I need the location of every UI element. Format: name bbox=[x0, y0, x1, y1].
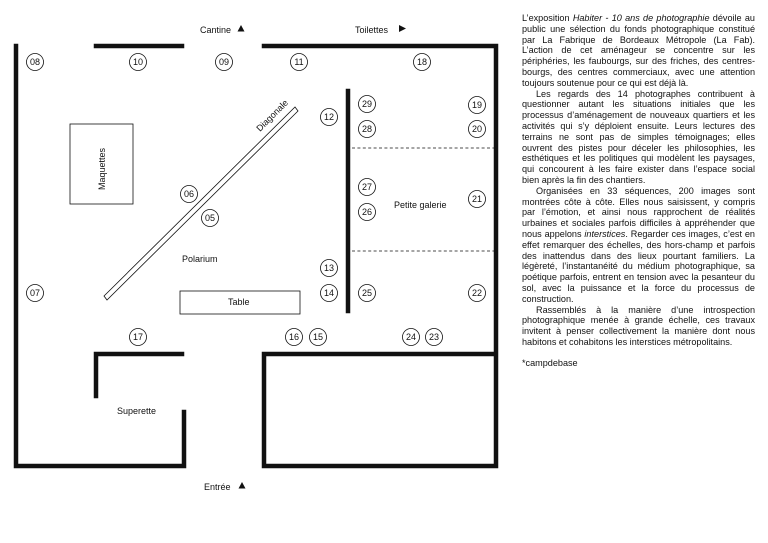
marker-07 bbox=[27, 285, 44, 302]
marker-08 bbox=[27, 54, 44, 71]
marker-21 bbox=[469, 191, 486, 208]
marker-number: 14 bbox=[323, 288, 335, 299]
marker-05 bbox=[202, 210, 219, 227]
marker-number: 23 bbox=[428, 332, 440, 343]
marker-number: 13 bbox=[323, 263, 335, 274]
marker-number: 12 bbox=[323, 112, 335, 123]
marker-number: 15 bbox=[312, 332, 324, 343]
marker-number: 18 bbox=[416, 57, 428, 68]
exhibition-title: Habiter - 10 ans de photographie bbox=[572, 13, 710, 23]
marker-06 bbox=[181, 186, 198, 203]
wall-superette bbox=[96, 354, 182, 396]
marker-number: 21 bbox=[471, 194, 483, 205]
paragraph-1 bbox=[522, 13, 755, 89]
marker-25 bbox=[359, 285, 376, 302]
marker-number: 05 bbox=[204, 213, 216, 224]
label-toilettes: Toilettes bbox=[355, 25, 389, 35]
marker-16 bbox=[286, 329, 303, 346]
label-petite-galerie: Petite galerie bbox=[394, 200, 447, 210]
label-diagonale: Diagonale bbox=[254, 97, 291, 134]
marker-number: 25 bbox=[361, 288, 373, 299]
cantine-arrow-icon bbox=[238, 25, 245, 32]
marker-number: 11 bbox=[294, 57, 304, 68]
footnote: *campdebase bbox=[522, 357, 578, 368]
marker-number: 29 bbox=[361, 99, 373, 110]
marker-number: 24 bbox=[405, 332, 417, 343]
p3-start: Organisées en 33 séquences, 200 images sont montrées côte à côte. Elles nous saisissent, y compris par l’émotion, et ainsi nous rapprochent de réalités urbaines et sociales parfois difficiles à appréhender que nous appelons bbox=[522, 185, 755, 239]
marker-number: 17 bbox=[132, 332, 144, 343]
marker-number: 06 bbox=[183, 189, 195, 200]
marker-number: 09 bbox=[218, 57, 230, 68]
marker-23 bbox=[426, 329, 443, 346]
marker-10 bbox=[130, 54, 147, 71]
marker-number: 27 bbox=[361, 182, 373, 193]
label-table: Table bbox=[228, 297, 250, 307]
marker-15 bbox=[310, 329, 327, 346]
marker-11 bbox=[291, 54, 308, 71]
marker-number: 16 bbox=[288, 332, 300, 343]
marker-09 bbox=[216, 54, 233, 71]
marker-22 bbox=[469, 285, 486, 302]
marker-number: 20 bbox=[471, 124, 483, 135]
marker-number: 10 bbox=[132, 57, 144, 68]
term-interstices: interstices bbox=[584, 228, 626, 239]
label-superette: Superette bbox=[117, 406, 157, 416]
marker-13 bbox=[321, 260, 338, 277]
marker-number: 07 bbox=[29, 288, 41, 299]
marker-19 bbox=[469, 97, 486, 114]
wall-top-left bbox=[16, 46, 184, 466]
marker-20 bbox=[469, 121, 486, 138]
entree-arrow-icon bbox=[239, 482, 246, 489]
paragraph-3 bbox=[522, 186, 755, 305]
marker-28 bbox=[359, 121, 376, 138]
marker-number: 19 bbox=[471, 100, 483, 111]
marker-26 bbox=[359, 204, 376, 221]
paragraph-2: Les regards des 14 photographes contribuent à questionner autant les situations initiales que les processus d’aménagement de nouveaux quartiers et les activités qui s’y déploient ensuite. Leurs lectures des terrains ne sont pas de simples témoignages; elles ouvrent des pistes pour déceler les philosophies, les esthétiques et les politiques qui modèlent les paysages, qui concourent à les faire exister dans l’espace social bien après la fin des chantiers. bbox=[522, 88, 755, 185]
marker-number: 22 bbox=[471, 288, 483, 299]
label-cantine: Cantine bbox=[200, 25, 232, 35]
label-entree: Entrée bbox=[204, 482, 231, 492]
label-maquettes: Maquettes bbox=[97, 147, 107, 190]
marker-number: 08 bbox=[29, 57, 41, 68]
marker-12 bbox=[321, 109, 338, 126]
p3-end: . Regarder ces images, c’est en effet remarquer des échelles, des hors-champ et parfois des inattendus dans des lieux pourtant familiers. La légèreté, l’instantanéité du médium photographique, sa poétique parfois, entrent en tension avec la pesanteur du sol, avec la puissance et la force du processus de construction. bbox=[522, 228, 755, 304]
wall-top-right bbox=[264, 46, 496, 466]
exhibition-text bbox=[522, 13, 755, 369]
paragraph-4: Rassemblés à la manière d’une introspection photographique menée à grande échelle, ces travaux invitent à penser collectivement la manière dont nous habitons et cohabitons les interstices métropolitains. bbox=[522, 304, 755, 347]
marker-number: 26 bbox=[361, 207, 373, 218]
p1-end: dévoile au public une sélection du fonds photographique constitué par La Fabrique de Bordeaux Métropole (La Fab). L’action de cet aménageur se concentre sur les périphéries, les faubourgs, sur des friches, des centres-bourgs, des centres commerciaux, avec une attention toujours soutenue pour ce qui est déjà là. bbox=[522, 13, 755, 88]
marker-17 bbox=[130, 329, 147, 346]
toilettes-arrow-icon bbox=[399, 25, 406, 32]
marker-27 bbox=[359, 179, 376, 196]
marker-14 bbox=[321, 285, 338, 302]
marker-18 bbox=[414, 54, 431, 71]
marker-29 bbox=[359, 96, 376, 113]
marker-number: 28 bbox=[361, 124, 373, 135]
walls bbox=[16, 46, 496, 466]
marker-24 bbox=[403, 329, 420, 346]
p1-start: L’exposition bbox=[522, 13, 573, 23]
label-polarium: Polarium bbox=[182, 254, 218, 264]
